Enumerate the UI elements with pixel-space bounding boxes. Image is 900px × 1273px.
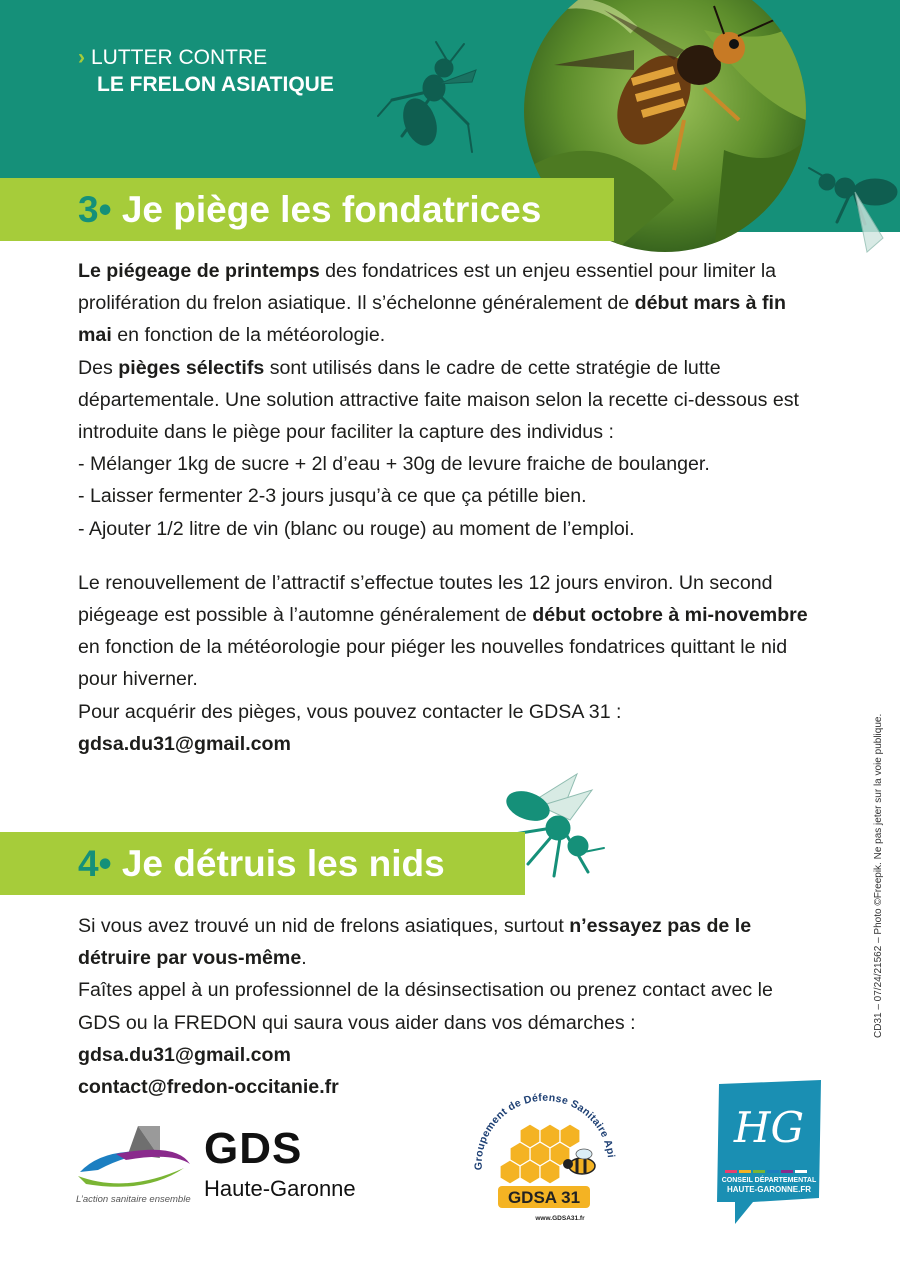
text: Le renouvellement de l’attractif s’effectue toutes les 12 jours environ. Un second piégeage est possible à l’automne généralement de [78, 571, 773, 627]
text: en fonction de la météorologie pour piéger les nouvelles fondatrices quittant le nid pour hiverner. [78, 636, 788, 691]
header-kicker [78, 44, 334, 98]
section4-bullet: • [98, 843, 112, 884]
section3-body [78, 255, 818, 760]
chevron-right-icon: › [78, 46, 85, 69]
hornet-silhouette-icon [372, 40, 482, 160]
section3-bullet: • [98, 189, 112, 230]
bold-text: début mars à fin mai [78, 292, 786, 347]
text: en fonction de la météorologie. [111, 324, 386, 347]
hg-department-logo [713, 1080, 825, 1226]
gdsa-arc-text: Groupement de Défense Sanitaire Api [472, 1091, 617, 1171]
gdsa-honeycomb-map-logo [460, 1078, 630, 1228]
bold-text: n’essayez pas de le détruire par vous-même [78, 915, 752, 970]
recipe-step: - Mélanger 1kg de sucre + 2l d’eau + 30g de levure fraiche de boulanger. [78, 453, 710, 476]
hg-line2: HAUTE-GARONNE.FR [727, 1185, 811, 1194]
section4-paragraph-1 [78, 910, 818, 974]
gdsa-name: GDSA 31 [507, 1188, 581, 1207]
fredon-email-link[interactable] [78, 1071, 818, 1103]
hg-initials: HG [733, 1103, 805, 1152]
text: sont utilisés dans le cadre de cette stratégie de lutte départementale. Une solution attractive faite maison selon la recette ci-dessous est introduite dans le piège pour faciliter la capture des individus : [78, 356, 799, 444]
gdsa-email-link[interactable] [78, 728, 818, 760]
recipe-step: - Laisser fermenter 2-3 jours jusqu’à ce que ça pétille bien. [78, 485, 587, 508]
hg-line1: CONSEIL DÉPARTEMENTAL [721, 1177, 817, 1184]
section3-paragraph-4: Pour acquérir des pièges, vous pouvez contacter le GDSA 31 : [78, 700, 622, 723]
gds-swoosh-logo [76, 1124, 194, 1190]
section4-number: 4 [78, 843, 99, 884]
text: Des [78, 356, 119, 379]
kicker-line2: LE FRELON ASIATIQUE [97, 73, 334, 96]
recipe-step: - Ajouter 1/2 litre de vin (blanc ou rouge) au moment de l’emploi. [78, 517, 635, 540]
section4-paragraph-2: Faîtes appel à un professionnel de la désinsectisation ou prenez contact avec le GDS ou la FREDON qui saura vous aider dans vos démarches : [78, 979, 773, 1034]
gdsa-url: www.GDSA31.fr [535, 1215, 585, 1222]
gds-subtitle: Haute-Garonne [204, 1176, 356, 1201]
section4-heading: Je détruis les nids [121, 843, 445, 884]
email-text: gdsa.du31@gmail.com [78, 732, 291, 755]
legal-side-note: CD31 – 07/24/21562 – Photo ©Freepik. Ne pas jeter sur la voie publique. [873, 713, 884, 1038]
gds-tagline: L’action sanitaire ensemble [76, 1194, 191, 1205]
gds-logo [76, 1122, 376, 1212]
email-text: contact@fredon-occitanie.fr [78, 1076, 339, 1099]
hornet-silhouette-icon [805, 152, 900, 262]
section3-paragraph-2 [78, 352, 818, 449]
text: des fondatrices est un enjeu essentiel pour limiter la prolifération du frelon asiatique. Il s’échelonne généralement de [78, 260, 777, 315]
text: . [301, 947, 307, 970]
section4-title [78, 832, 445, 895]
gds-wordmark: GDS [204, 1124, 303, 1173]
kicker-line1: LUTTER CONTRE [91, 46, 268, 69]
email-text: gdsa.du31@gmail.com [78, 1043, 291, 1066]
bold-text: début octobre à mi-novembre [532, 604, 808, 627]
section3-heading: Je piège les fondatrices [121, 189, 542, 230]
bold-text: pièges sélectifs [118, 356, 265, 379]
gdsa-email-link[interactable] [78, 1039, 818, 1071]
section4-body [78, 910, 818, 1103]
section3-paragraph-1 [78, 255, 818, 352]
text: Si vous avez trouvé un nid de frelons asiatiques, surtout [78, 915, 570, 937]
section3-number: 3 [78, 189, 99, 230]
bold-text: Le piégeage de printemps [78, 260, 320, 282]
section3-title [78, 178, 541, 241]
section3-paragraph-3 [78, 567, 818, 696]
